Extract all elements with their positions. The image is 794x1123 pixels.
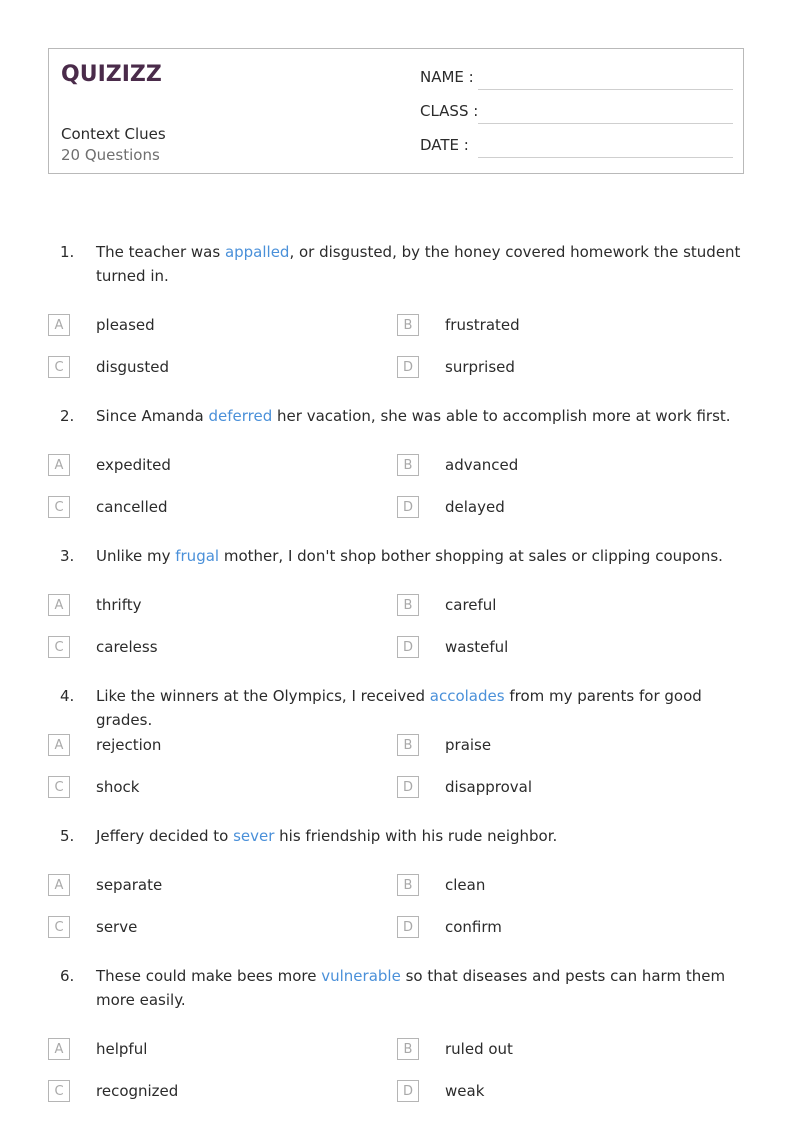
question-text-post: from my parents for good grades. — [96, 687, 702, 729]
name-field[interactable] — [420, 68, 733, 90]
question-text-post: his friendship with his rude neighbor. — [274, 827, 558, 845]
option-letter: B — [397, 454, 419, 476]
option-letter: D — [397, 356, 419, 378]
question-number: 5. — [60, 827, 75, 845]
class-line[interactable] — [478, 123, 733, 124]
question-number: 1. — [60, 243, 75, 261]
keyword: vulnerable — [321, 967, 401, 985]
question-text-pre: Jeffery decided to — [96, 827, 234, 845]
class-label: CLASS : — [420, 102, 479, 120]
worksheet-title: Context Clues — [61, 125, 166, 143]
date-field[interactable] — [420, 136, 733, 158]
option-text: helpful — [96, 1040, 148, 1058]
option-text: surprised — [445, 358, 515, 376]
option-letter: C — [48, 496, 70, 518]
keyword: appalled — [224, 243, 290, 261]
option-text: advanced — [445, 456, 519, 474]
option-letter: B — [397, 734, 419, 756]
option-text: disapproval — [445, 778, 532, 796]
option-letter: D — [397, 776, 419, 798]
question-text-post: mother, I don't shop bother shopping at sales or clipping coupons. — [219, 547, 723, 565]
question-text-pre: Unlike my — [96, 547, 176, 565]
option-letter: B — [397, 314, 419, 336]
option-letter: C — [48, 636, 70, 658]
option-text: rejection — [96, 736, 162, 754]
option-text: disgusted — [96, 358, 169, 376]
option-text: delayed — [445, 498, 505, 516]
option-letter: B — [397, 874, 419, 896]
question-number: 4. — [60, 687, 75, 705]
question-text — [96, 684, 746, 732]
date-line[interactable] — [478, 157, 733, 158]
option-letter: A — [48, 594, 70, 616]
option-text: expedited — [96, 456, 171, 474]
question-text-pre: Since Amanda — [96, 407, 209, 425]
question-number: 3. — [60, 547, 75, 565]
option-text: thrifty — [96, 596, 142, 614]
option-letter: C — [48, 776, 70, 798]
option-letter: A — [48, 1038, 70, 1060]
option-letter: A — [48, 734, 70, 756]
option-letter: B — [397, 1038, 419, 1060]
option-letter: A — [48, 874, 70, 896]
keyword: accolades — [429, 687, 505, 705]
date-label: DATE : — [420, 136, 469, 154]
option-text: pleased — [96, 316, 155, 334]
question-number: 2. — [60, 407, 75, 425]
keyword: deferred — [208, 407, 273, 425]
option-text: wasteful — [445, 638, 509, 656]
question-text — [96, 544, 746, 568]
option-text: separate — [96, 876, 163, 894]
option-letter: C — [48, 1080, 70, 1102]
quizizz-logo — [61, 57, 171, 87]
option-text: ruled out — [445, 1040, 513, 1058]
question-count: 20 Questions — [61, 146, 160, 164]
option-text: frustrated — [445, 316, 520, 334]
option-text: shock — [96, 778, 140, 796]
option-letter: D — [397, 916, 419, 938]
option-letter: A — [48, 314, 70, 336]
option-letter: D — [397, 1080, 419, 1102]
question-text-pre: These could make bees more — [96, 967, 322, 985]
option-text: recognized — [96, 1082, 179, 1100]
question-text — [96, 964, 746, 1012]
question-text-post: , or disgusted, by the honey covered homework the student turned in. — [96, 243, 741, 285]
option-text: careful — [445, 596, 497, 614]
option-text: cancelled — [96, 498, 168, 516]
option-text: confirm — [445, 918, 502, 936]
question-text — [96, 404, 746, 428]
option-text: clean — [445, 876, 486, 894]
question-text-pre: Like the winners at the Olympics, I received — [96, 687, 430, 705]
option-text: weak — [445, 1082, 485, 1100]
keyword: sever — [233, 827, 275, 845]
worksheet-header — [48, 48, 744, 174]
class-field[interactable] — [420, 102, 733, 124]
question-text-pre: The teacher was — [96, 243, 225, 261]
option-text: serve — [96, 918, 138, 936]
question-text-post: so that diseases and pests can harm them more easily. — [96, 967, 726, 1009]
question-text-post: her vacation, she was able to accomplish more at work first. — [272, 407, 731, 425]
name-label: NAME : — [420, 68, 474, 86]
question-text — [96, 824, 746, 848]
option-letter: B — [397, 594, 419, 616]
question-text — [96, 240, 746, 288]
option-text: careless — [96, 638, 158, 656]
option-letter: A — [48, 454, 70, 476]
option-letter: C — [48, 356, 70, 378]
option-text: praise — [445, 736, 492, 754]
option-letter: D — [397, 496, 419, 518]
keyword: frugal — [175, 547, 220, 565]
question-number: 6. — [60, 967, 75, 985]
name-line[interactable] — [478, 89, 733, 90]
svg-text:QUIZIZZ: QUIZIZZ — [61, 62, 162, 87]
option-letter: D — [397, 636, 419, 658]
option-letter: C — [48, 916, 70, 938]
